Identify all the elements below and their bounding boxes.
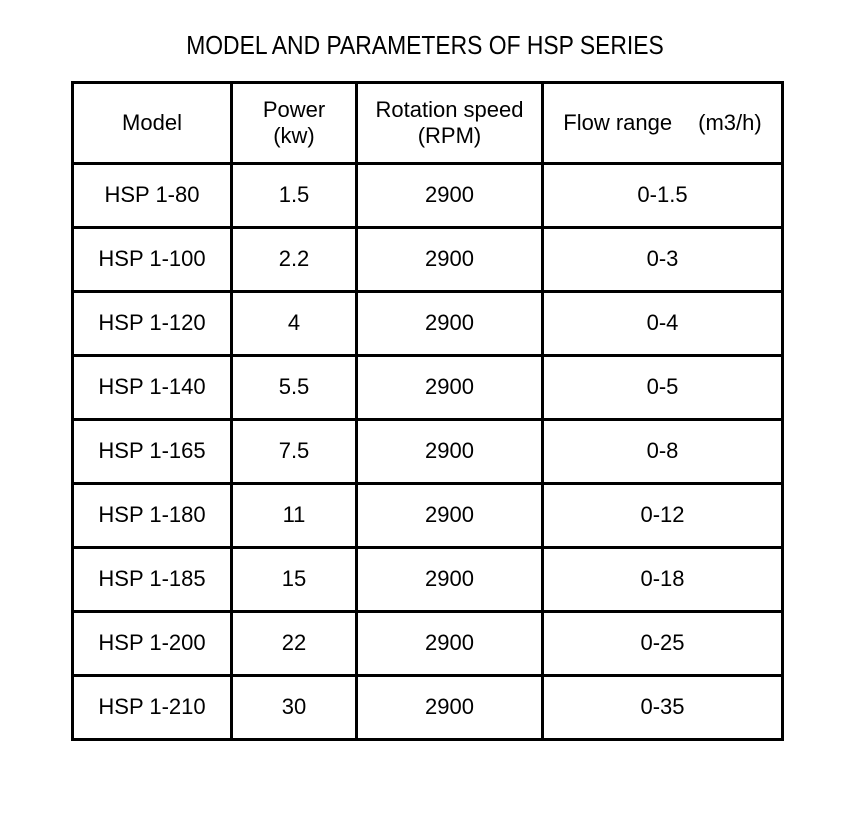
header-speed: [357, 83, 543, 164]
cell-flow: 0-18: [543, 548, 783, 612]
cell-flow: 0-35: [543, 676, 783, 740]
table-row: [73, 612, 783, 676]
cell-model: HSP 1-200: [73, 612, 232, 676]
cell-power: 1.5: [232, 164, 357, 228]
cell-model: HSP 1-210: [73, 676, 232, 740]
table-row: [73, 484, 783, 548]
cell-speed: 2900: [357, 676, 543, 740]
cell-speed: 2900: [357, 228, 543, 292]
cell-flow: 0-5: [543, 356, 783, 420]
header-power-unit: (kw): [273, 123, 315, 148]
cell-model: HSP 1-100: [73, 228, 232, 292]
cell-speed: 2900: [357, 164, 543, 228]
cell-power: 30: [232, 676, 357, 740]
page-title: MODEL AND PARAMETERS OF HSP SERIES: [186, 30, 664, 60]
table-row: [73, 420, 783, 484]
cell-speed: 2900: [357, 292, 543, 356]
cell-model: HSP 1-120: [73, 292, 232, 356]
cell-model: HSP 1-180: [73, 484, 232, 548]
cell-flow: 0-12: [543, 484, 783, 548]
cell-speed: 2900: [357, 484, 543, 548]
cell-power: 2.2: [232, 228, 357, 292]
cell-speed: 2900: [357, 356, 543, 420]
cell-power: 22: [232, 612, 357, 676]
cell-flow: 0-1.5: [543, 164, 783, 228]
table-row: [73, 164, 783, 228]
cell-model: HSP 1-140: [73, 356, 232, 420]
cell-model: HSP 1-165: [73, 420, 232, 484]
cell-power: 7.5: [232, 420, 357, 484]
header-model-label: Model: [122, 109, 182, 135]
cell-model: HSP 1-185: [73, 548, 232, 612]
cell-power: 5.5: [232, 356, 357, 420]
table-row: [73, 228, 783, 292]
cell-power: 15: [232, 548, 357, 612]
header-flow: [543, 83, 783, 164]
table-row: [73, 292, 783, 356]
parameters-table: [71, 81, 784, 741]
header-speed-label: Rotation speed: [375, 96, 524, 122]
header-power-label: Power: [262, 96, 326, 122]
header-flow-unit: (m3/h): [698, 109, 762, 135]
header-flow-label: Flow range: [563, 109, 673, 135]
table-row: [73, 548, 783, 612]
cell-flow: 0-8: [543, 420, 783, 484]
cell-flow: 0-3: [543, 228, 783, 292]
cell-power: 4: [232, 292, 357, 356]
header-model: [73, 83, 232, 164]
table-header-row: [73, 83, 783, 164]
cell-speed: 2900: [357, 548, 543, 612]
cell-model: HSP 1-80: [73, 164, 232, 228]
cell-speed: 2900: [357, 612, 543, 676]
cell-power: 11: [232, 484, 357, 548]
table-row: [73, 356, 783, 420]
header-speed-unit: (RPM): [417, 123, 482, 148]
table-row: [73, 676, 783, 740]
header-power: [232, 83, 357, 164]
cell-speed: 2900: [357, 420, 543, 484]
cell-flow: 0-25: [543, 612, 783, 676]
cell-flow: 0-4: [543, 292, 783, 356]
